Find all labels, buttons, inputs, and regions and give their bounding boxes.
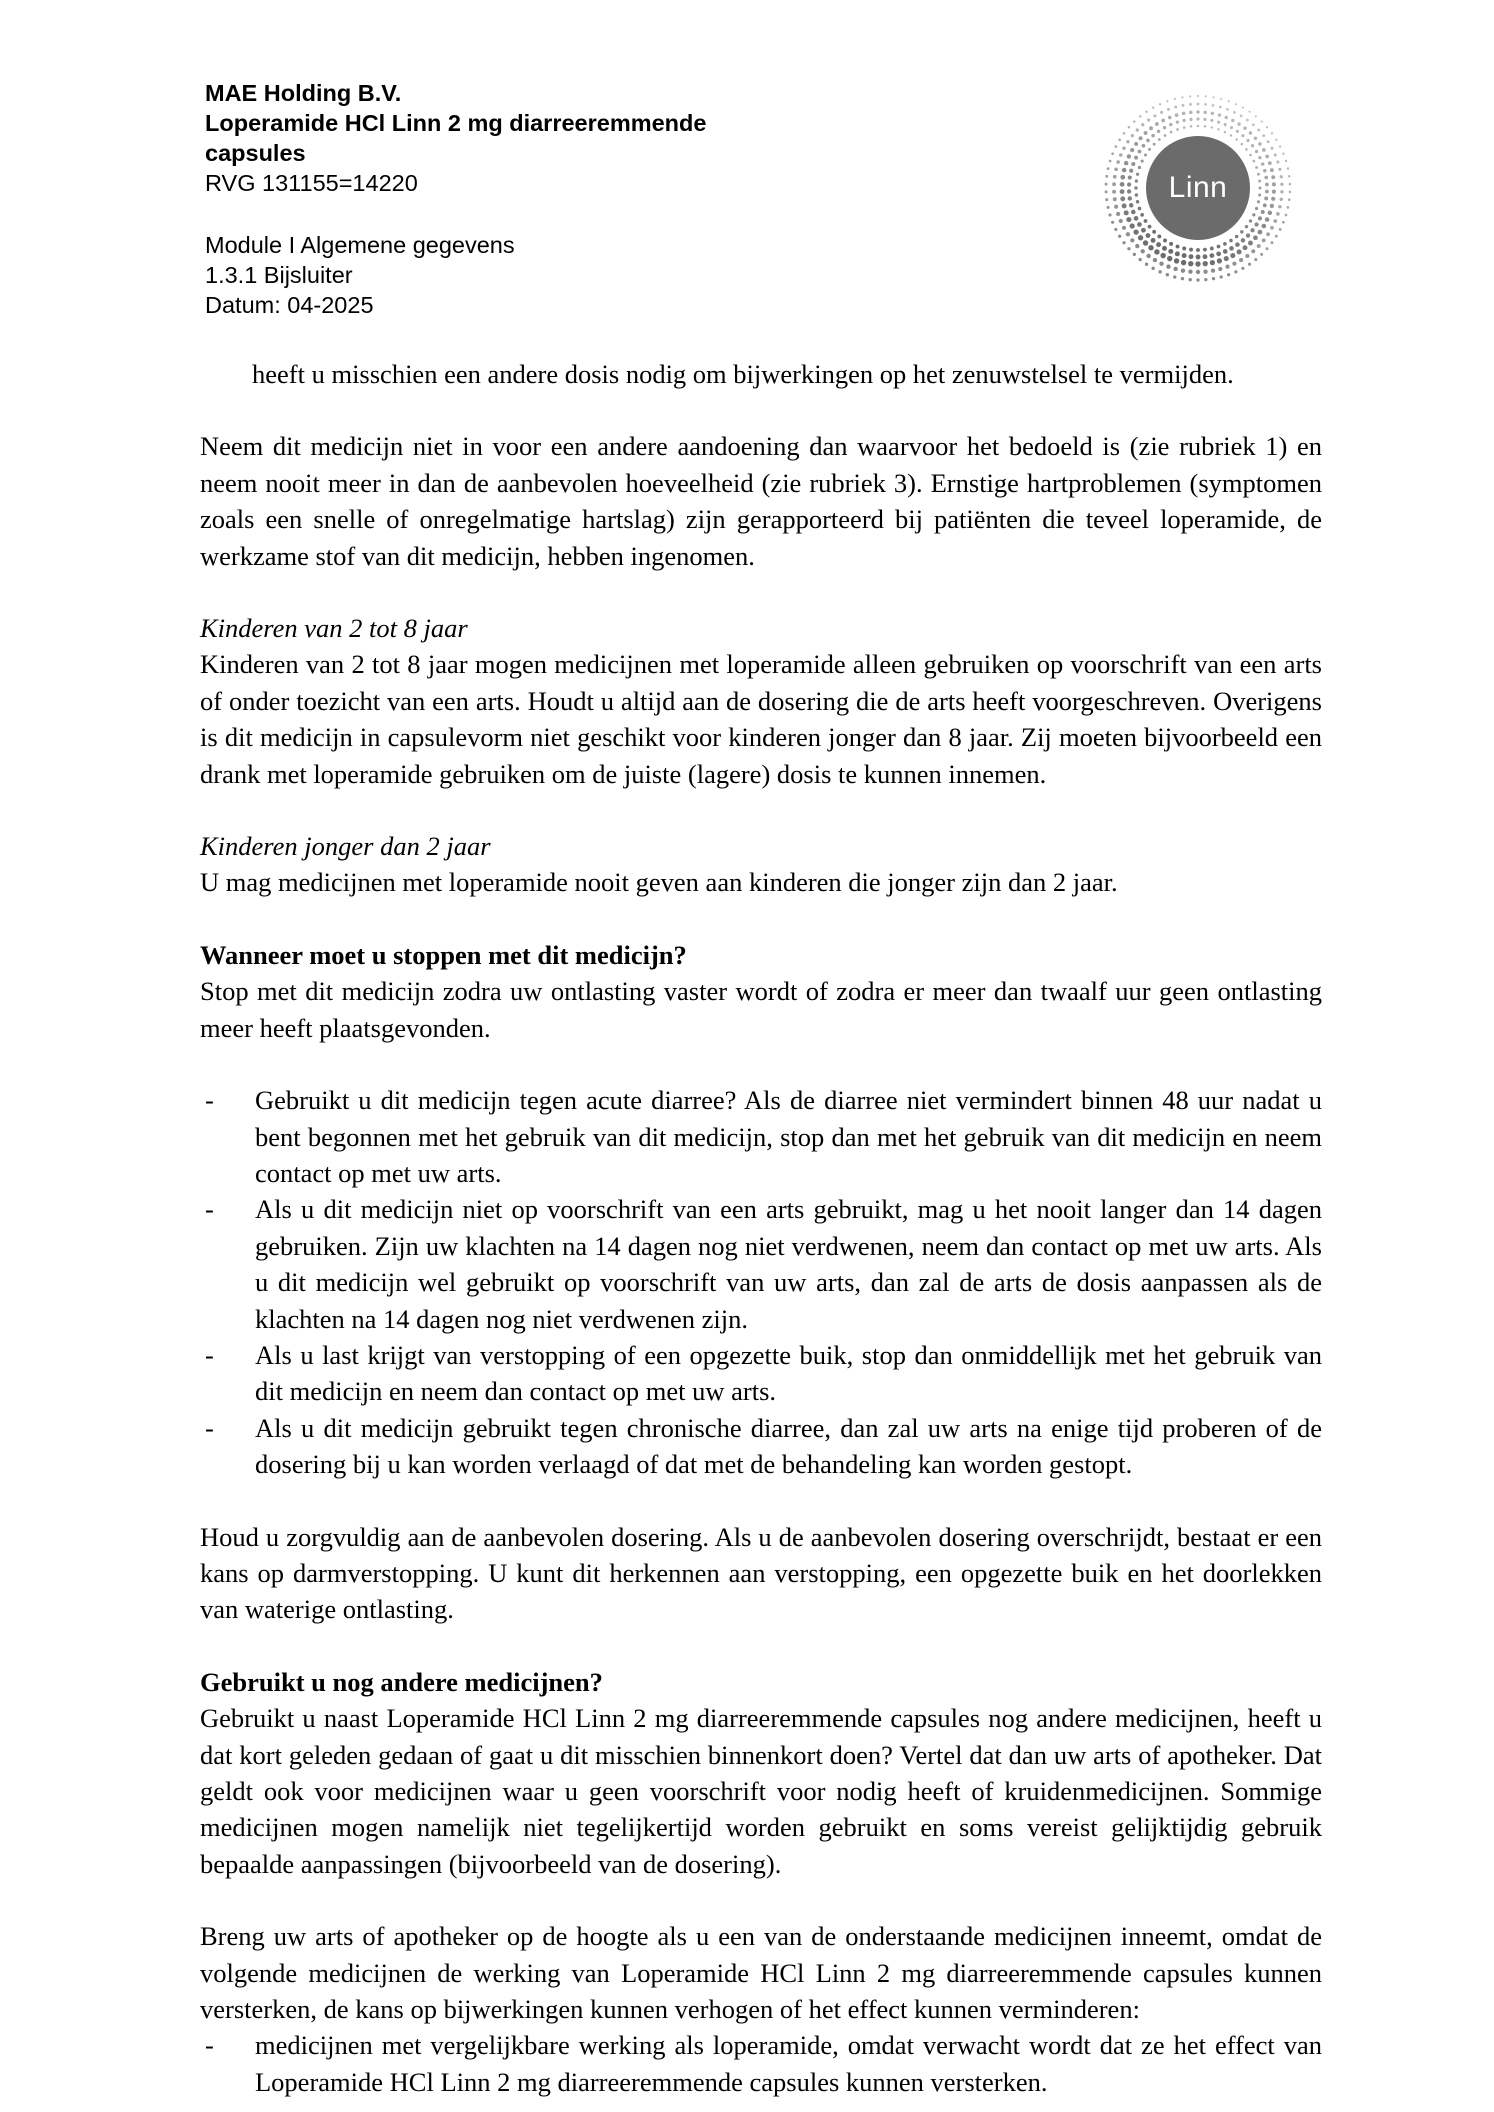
spacer xyxy=(200,792,1322,828)
list-item-marker: - xyxy=(205,1085,214,1116)
document-body xyxy=(200,356,1322,2100)
list-item xyxy=(200,1191,1322,1337)
bullet-list-stoppen xyxy=(200,1082,1322,1482)
linn-logo xyxy=(1098,88,1298,288)
spacer xyxy=(200,901,1322,937)
paragraph-andere-medicijnen: Gebruikt u naast Loperamide HCl Linn 2 mg diarreeremmende capsules nog andere medicijnen, heeft u dat kort geleden gedaan of gaat u dit misschien binnenkort doen? Vertel dat dan uw arts of apotheker. Dat geldt ook voor medicijnen waar u geen voorschrift voor nodig heeft of kruidenmedicijnen. Sommige medicijnen mogen namelijk niet tegelijkertijd worden gebruikt en soms vereist gelijktijdig gebruik bepaalde aanpassingen (bijvoorbeeld van de dosering). xyxy=(200,1703,1322,1879)
list-item-marker: - xyxy=(205,1194,214,1225)
subheading-kinderen-2-tot-8: Kinderen van 2 tot 8 jaar xyxy=(200,613,468,644)
document-date: Datum: 04-2025 xyxy=(205,292,374,318)
list-item-marker: - xyxy=(205,2030,214,2061)
spacer xyxy=(200,392,1322,428)
paragraph-kinderen-2-tot-8: Kinderen van 2 tot 8 jaar mogen medicijnen met loperamide alleen gebruiken op voorschrift van een arts of onder toezicht van een arts. Houdt u altijd aan de dosering die de arts heeft voorgeschreven. Overigens is dit medicijn in capsulevorm niet geschikt voor kinderen jonger dan 8 jaar. Zij moeten bijvoorbeeld een drank met loperamide gebruiken om de juiste (lagere) dosis te kunnen innemen. xyxy=(200,649,1322,789)
module-label: Module I Algemene gegevens xyxy=(205,232,515,258)
spacer xyxy=(200,1046,1322,1082)
module-info-block xyxy=(205,230,1085,320)
list-item xyxy=(200,1410,1322,1483)
logo-wordmark: Linn xyxy=(1168,171,1228,204)
list-item-marker: - xyxy=(205,1339,214,1370)
list-item-text: Als u dit medicijn niet op voorschrift van een arts gebruikt, mag u het nooit langer dan 14 dagen gebruiken. Zijn uw klachten na 14 dagen nog niet verdwenen, neem dan contact op met uw arts. Als u dit medicijn wel gebruikt op voorschrift van uw arts, dan zal de arts de dosis aanpassen als de klachten na 14 dagen nog niet verdwenen zijn. xyxy=(255,1194,1322,1334)
paragraph-houd-dosering: Houd u zorgvuldig aan de aanbevolen dosering. Als u de aanbevolen dosering overschrijdt, bestaat er een kans op darmverstopping. U kunt dit herkennen aan verstopping, een opgezette buik en het doorlekken van waterige ontlasting. xyxy=(200,1521,1322,1625)
bullet-list-interactie xyxy=(200,2027,1322,2100)
heading-wanneer-stoppen: Wanneer moet u stoppen met dit medicijn? xyxy=(200,939,687,970)
paragraph-continued: heeft u misschien een andere dosis nodig om bijwerkingen op het zenuwstelsel te vermijden. xyxy=(252,359,1234,389)
product-name-line-1: Loperamide HCl Linn 2 mg diarreeremmende xyxy=(205,110,707,136)
spacer xyxy=(200,1882,1322,1918)
subheading-kinderen-jonger-dan-2: Kinderen jonger dan 2 jaar xyxy=(200,831,491,862)
company-name: MAE Holding B.V. xyxy=(205,80,402,106)
product-name-line-2: capsules xyxy=(205,140,306,166)
list-item-text: Gebruikt u dit medicijn tegen acute diarree? Als de diarree niet vermindert binnen 48 uur nadat u bent begonnen met het gebruik van dit medicijn, stop dan met het gebruik van dit medicijn en neem contact op met uw arts. xyxy=(255,1085,1322,1188)
spacer xyxy=(200,574,1322,610)
paragraph-stoppen: Stop met dit medicijn zodra uw ontlasting vaster wordt of zodra er meer dan twaalf uur geen ontlasting meer heeft plaatsgevonden. xyxy=(200,976,1322,1043)
linn-logo-icon xyxy=(1098,88,1298,288)
paragraph-neem-dit-medicijn: Neem dit medicijn niet in voor een andere aandoening dan waarvoor het bedoeld is (zie rubriek 1) en neem nooit meer in dan de aanbevolen hoeveelheid (zie rubriek 3). Ernstige hartproblemen (symptomen zoals een snelle of onregelmatige hartslag) zijn gerapporteerd bij patiënten die teveel loperamide, de werkzame stof van dit medicijn, hebben ingenomen. xyxy=(200,431,1322,571)
list-item xyxy=(200,2027,1322,2100)
registration-number: RVG 131155=14220 xyxy=(205,170,418,196)
paragraph-breng-arts-op-de-hoogte: Breng uw arts of apotheker op de hoogte als u een van de onderstaande medicijnen inneemt, omdat de volgende medicijnen de werking van Loperamide HCl Linn 2 mg diarreeremmende capsules kunnen versterken, de kans op bijwerkingen kunnen verhogen of het effect kunnen verminderen: xyxy=(200,1921,1322,2025)
list-item-text: medicijnen met vergelijkbare werking als loperamide, omdat verwacht wordt dat ze het effect van Loperamide HCl Linn 2 mg diarreeremmende capsules kunnen versterken. xyxy=(255,2030,1322,2097)
paragraph-kinderen-jonger-dan-2: U mag medicijnen met loperamide nooit geven aan kinderen die jonger zijn dan 2 jaar. xyxy=(200,867,1118,898)
heading-andere-medicijnen: Gebruikt u nog andere medicijnen? xyxy=(200,1666,603,1697)
list-item-text: Als u last krijgt van verstopping of een opgezette buik, stop dan onmiddellijk met het gebruik van dit medicijn en neem dan contact op met uw arts. xyxy=(255,1339,1322,1407)
list-item-marker: - xyxy=(205,1412,214,1443)
document-header xyxy=(205,78,1085,320)
spacer xyxy=(200,1483,1322,1519)
section-label: 1.3.1 Bijsluiter xyxy=(205,262,353,288)
spacer xyxy=(200,1628,1322,1664)
logo-inner-circle xyxy=(1146,136,1250,240)
list-item xyxy=(200,1337,1322,1410)
list-item-text: Als u dit medicijn gebruikt tegen chronische diarree, dan zal uw arts na enige tijd proberen of de dosering bij u kan worden verlaagd of dat met de behandeling kan worden gestopt. xyxy=(255,1412,1322,1480)
list-item xyxy=(200,1082,1322,1191)
